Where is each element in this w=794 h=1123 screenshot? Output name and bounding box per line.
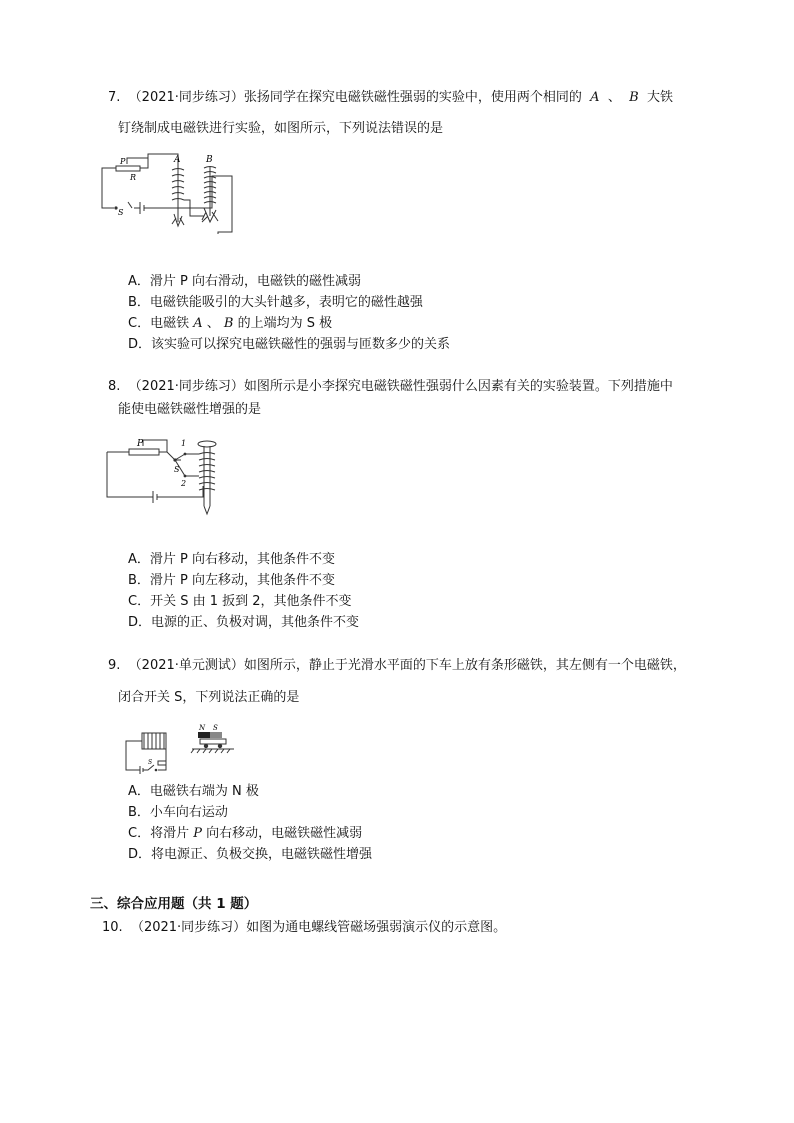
q8-option-d[interactable]: D．电源的正、负极对调，其他条件不变 — [128, 615, 360, 630]
q9-option-c-pre: C．将滑片 — [128, 826, 194, 841]
q10-source: （2021·同步练习） — [130, 920, 247, 935]
q7-diagram-label-p: P — [120, 157, 126, 166]
q7-sep: 、 — [607, 90, 621, 105]
q7-diagram-label-b: B — [206, 155, 213, 165]
q7-option-c-sep: 、 — [202, 316, 224, 331]
q7-stem-line2: 钉绕制成电磁铁进行实验，如图所示，下列说法错误的是 — [118, 121, 444, 136]
q8-diagram-label-1: 1 — [181, 439, 187, 448]
q9-stem-line1 — [108, 658, 686, 674]
q9-option-c-post: 向右移动，电磁铁磁性减弱 — [201, 826, 363, 841]
q8-diagram-label-2: 2 — [181, 479, 187, 488]
q7-diagram-label-s: S — [118, 208, 124, 217]
q8-stem-line1 — [108, 379, 673, 395]
q7-option-a[interactable]: A．滑片 P 向右滑动，电磁铁的磁性减弱 — [128, 274, 361, 289]
q7-option-c[interactable] — [128, 316, 332, 332]
q8-option-b[interactable]: B．滑片 P 向左移动，其他条件不变 — [128, 573, 336, 588]
q8-stem-line2: 能使电磁铁磁性增强的是 — [118, 402, 262, 417]
q9-diagram-label-switch: S — [148, 759, 153, 766]
q9-stem-line2: 闭合开关 S，下列说法正确的是 — [118, 690, 300, 705]
q7-option-c-pre: C．电磁铁 — [128, 316, 194, 331]
q7-var-a: A — [590, 90, 600, 105]
q7-source: （2021·同步练习） — [128, 90, 244, 105]
q8-circuit-diagram — [103, 436, 233, 520]
q9-diagram-label-s: S — [213, 724, 218, 732]
q8-stem-text: 如图所示是小李探究电磁铁磁性强弱什么因素有关的实验装置。下列措施中 — [243, 379, 673, 394]
q9-option-a[interactable]: A．电磁铁右端为 N 极 — [128, 784, 259, 799]
q7-stem-text-b: 大铁 — [646, 90, 673, 105]
q8-diagram-label-p: P — [137, 439, 144, 449]
q9-option-d[interactable]: D．将电源正、负极交换，电磁铁磁性增强 — [128, 847, 373, 862]
q9-stem-text: 如图所示，静止于光滑水平面的下车上放有条形磁铁，其左侧有一个电磁铁， — [243, 658, 686, 673]
q7-option-c-var-a: A — [193, 316, 203, 331]
q7-number: 7. — [108, 90, 121, 105]
section-3-title: 三、综合应用题（共 1 题） — [90, 896, 258, 912]
q10-number: 10. — [102, 920, 123, 935]
q9-option-c-var-p: P — [193, 826, 202, 841]
q8-option-a[interactable]: A．滑片 P 向右移动，其他条件不变 — [128, 552, 335, 567]
q9-source: （2021·单元测试） — [128, 658, 244, 673]
q7-option-d[interactable]: D．该实验可以探究电磁铁磁性的强弱与匝数多少的关系 — [128, 337, 451, 352]
q9-number: 9. — [108, 658, 121, 673]
q7-stem-text-a: 张扬同学在探究电磁铁磁性强弱的实验中，使用两个相同的 — [243, 90, 582, 105]
q9-option-b[interactable]: B．小车向右运动 — [128, 805, 228, 820]
q7-option-c-var-b: B — [223, 316, 234, 331]
q8-diagram-label-s: S — [174, 465, 180, 474]
q7-diagram-label-a: A — [174, 155, 181, 165]
q7-option-c-post: 的上端均为 S 极 — [233, 316, 333, 331]
q7-diagram-label-r: R — [130, 173, 137, 182]
q10-stem — [102, 920, 506, 936]
q9-option-c[interactable] — [128, 826, 362, 842]
q9-diagram-label-n: N — [199, 724, 206, 732]
q7-var-b: B — [629, 90, 639, 105]
q7-stem-line1 — [108, 90, 673, 106]
q9-circuit-diagram — [122, 725, 242, 775]
q8-source: （2021·同步练习） — [128, 379, 244, 394]
q7-circuit-diagram — [100, 152, 240, 232]
q8-option-c[interactable]: C．开关 S 由 1 扳到 2，其他条件不变 — [128, 594, 352, 609]
q8-number: 8. — [108, 379, 121, 394]
q7-option-b[interactable]: B．电磁铁能吸引的大头针越多，表明它的磁性越强 — [128, 295, 423, 310]
q10-stem-text: 如图为通电螺线管磁场强弱演示仪的示意图。 — [246, 920, 507, 935]
